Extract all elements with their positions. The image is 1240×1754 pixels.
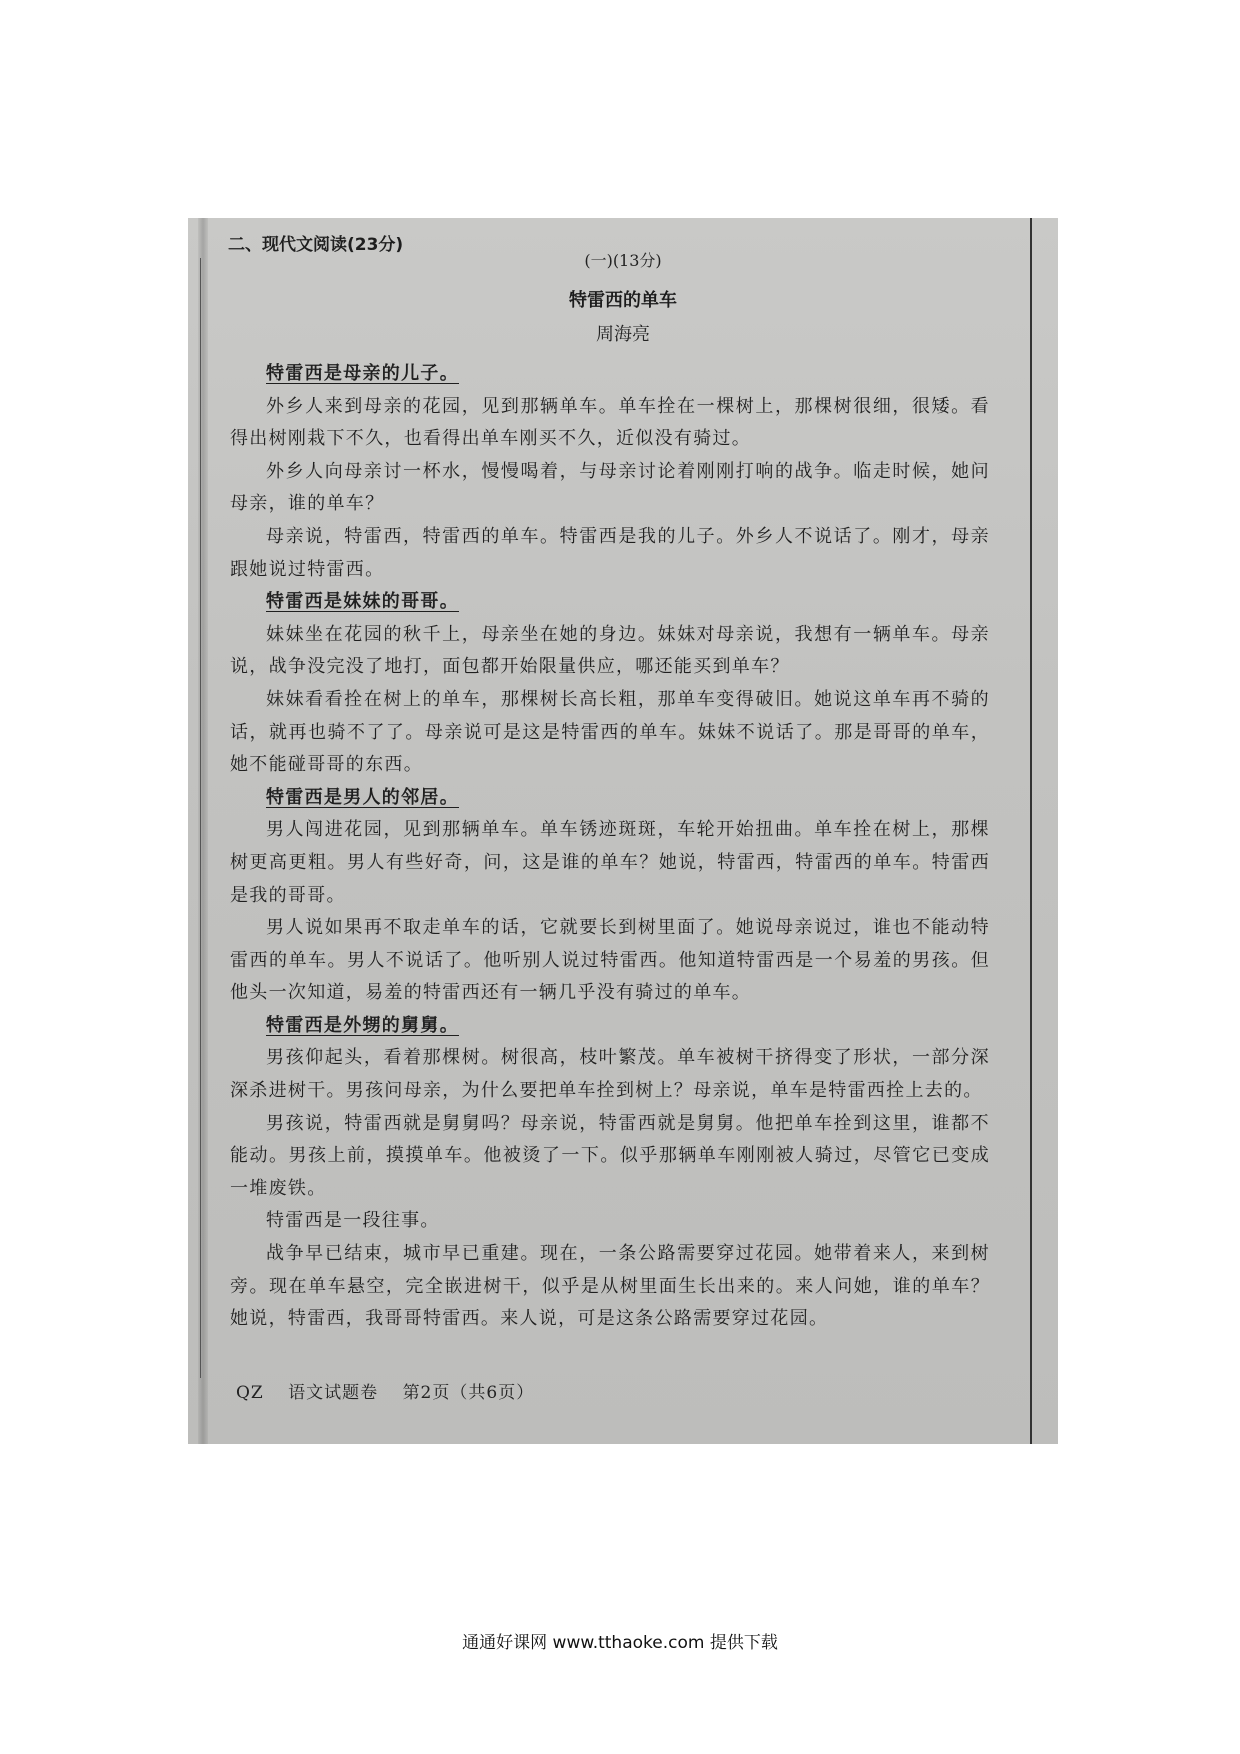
story-body (230, 358, 990, 1336)
left-margin-rule (200, 258, 201, 1378)
right-margin-rule (1030, 218, 1032, 1444)
story-subheading: 特雷西是外甥的舅舅。 (266, 1014, 459, 1036)
part-heading: (一)(13分) (584, 251, 662, 270)
story-subheading: 特雷西是男人的邻居。 (266, 786, 459, 808)
footer-subject: 语文试题卷 (288, 1383, 379, 1403)
story-paragraph: 外乡人来到母亲的花园，见到那辆单车。单车拴在一棵树上，那棵树很细，很矮。看得出树刚栽下不久，也看得出单车刚买不久，近似没有骑过。 (230, 395, 990, 450)
story-paragraph: 男孩仰起头，看着那棵树。树很高，枝叶繁茂。单车被树干挤得变了形状，一部分深深杀进树干。男孩问母亲，为什么要把单车拴到树上？母亲说，单车是特雷西拴上去的。 (230, 1047, 990, 1102)
story-subheading: 特雷西是妹妹的哥哥。 (266, 591, 459, 613)
story-paragraph: 妹妹坐在花园的秋千上，母亲坐在她的身边。妹妹对母亲说，我想有一辆单车。母亲说，战争没完没了地打，面包都开始限量供应，哪还能买到单车？ (230, 623, 990, 678)
footer-page: 第2页（共6页） (402, 1383, 535, 1403)
story-paragraph: 特雷西是一段往事。 (266, 1210, 440, 1232)
story-paragraph: 男孩说，特雷西就是舅舅吗？母亲说，特雷西就是舅舅。他把单车拴到这里，谁都不能动。男孩上前，摸摸单车。他被烫了一下。似乎那辆单车刚刚被人骑过，尽管它已变成一堆废铁。 (230, 1112, 990, 1199)
section-heading: 二、现代文阅读(23分) (228, 235, 404, 255)
story-title: 特雷西的单车 (569, 290, 677, 311)
exam-photo (188, 218, 1058, 1444)
story-paragraph: 男人说如果再不取走单车的话，它就要长到树里面了。她说母亲说过，谁也不能动特雷西的单车。男人不说话了。他听别人说过特雷西。他知道特雷西是一个易羞的男孩。但他头一次知道，易羞的特雷西还有一辆几乎没有骑过的单车。 (230, 917, 990, 1004)
story-paragraph: 妹妹看看拴在树上的单车，那棵树长高长粗，那单车变得破旧。她说这单车再不骑的话，就再也骑不了了。母亲说可是这是特雷西的单车。妹妹不说话了。那是哥哥的单车，她不能碰哥哥的东西。 (230, 688, 990, 776)
story-paragraph: 战争早已结束，城市早已重建。现在，一条公路需要穿过花园。她带着来人，来到树旁。现在单车悬空，完全嵌进树干，似乎是从树里面生长出来的。来人问她，谁的单车？她说，特雷西，我哥哥特雷西。来人说，可是这条公路需要穿过花园。 (230, 1243, 990, 1330)
story-paragraph: 母亲说，特雷西，特雷西的单车。特雷西是我的儿子。外乡人不说话了。刚才，母亲跟她说过特雷西。 (230, 525, 990, 580)
story-paragraph: 外乡人向母亲讨一杯水，慢慢喝着，与母亲讨论着刚刚打响的战争。临走时候，她问母亲，谁的单车？ (230, 460, 990, 515)
story-subheading: 特雷西是母亲的儿子。 (266, 363, 459, 384)
page-footer (236, 1378, 552, 1403)
footer-code: QZ (236, 1383, 264, 1403)
source-line: 通通好课网 www.tthaoke.com 提供下载 (462, 1633, 778, 1653)
story-paragraph: 男人闯进花园，见到那辆单车。单车锈迹斑斑，车轮开始扭曲。单车拴在树上，那棵树更高更粗。男人有些好奇，问，这是谁的单车？她说，特雷西，特雷西的单车。特雷西是我的哥哥。 (230, 819, 990, 906)
story-author: 周海亮 (596, 324, 650, 345)
